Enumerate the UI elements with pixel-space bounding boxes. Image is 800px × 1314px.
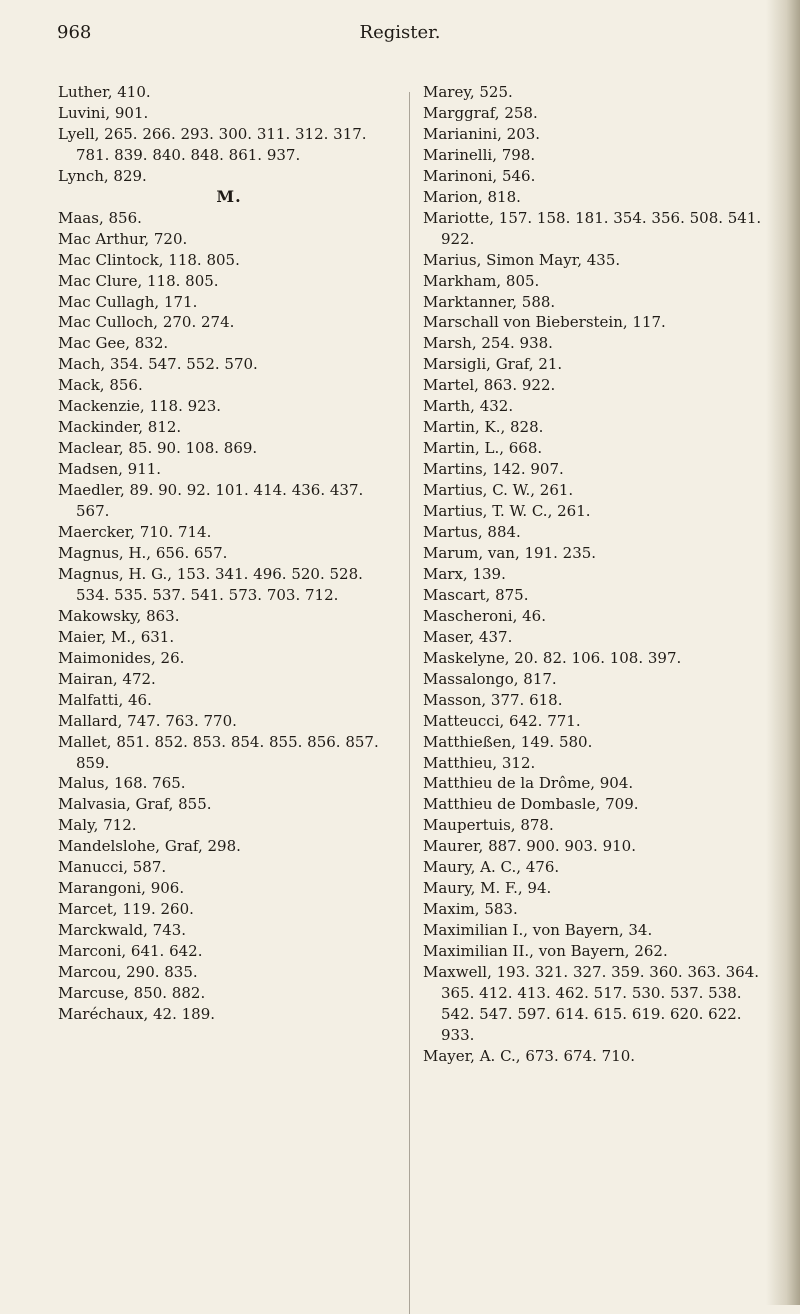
index-entry: Martus, 884. <box>423 523 521 542</box>
index-entry: Marsigli, Graf, 21. <box>423 355 563 374</box>
index-entry: Massalongo, 817. <box>423 669 557 688</box>
index-entry: Malvasia, Graf, 855. <box>58 795 212 814</box>
index-entry: Mandelslohe, Graf, 298. <box>58 837 241 856</box>
index-entry: Maximilian I., von Bayern, 34. <box>423 921 653 940</box>
column-divider <box>409 92 410 1314</box>
index-entry: Malus, 168. 765. <box>58 774 186 793</box>
index-entry: Matthieu de la Drôme, 904. <box>423 774 634 793</box>
index-entry: Mac Arthur, 720. <box>58 229 188 248</box>
index-entry: Mac Cullagh, 171. <box>58 292 198 311</box>
index-entry: Magnus, H., 656. 657. <box>58 543 228 562</box>
index-entry: Luther, 410. <box>58 83 151 101</box>
index-entry: Maupertuis, 878. <box>423 816 554 835</box>
right-column <box>423 82 763 1067</box>
index-entry: Maury, A. C., 476. <box>423 858 560 877</box>
index-entry: Marcet, 119. 260. <box>58 900 194 919</box>
index-entry: Marianini, 203. <box>423 124 541 143</box>
index-entry: Mac Clure, 118. 805. <box>58 271 219 290</box>
index-entry: Maier, M., 631. <box>58 627 175 646</box>
index-entry: Mackinder, 812. <box>58 418 182 437</box>
index-entry: Marum, van, 191. 235. <box>423 543 597 562</box>
index-entry: Martin, K., 828. <box>423 418 544 437</box>
index-entry: Mackenzie, 118. 923. <box>58 397 222 416</box>
index-entry: Matthießen, 149. 580. <box>423 732 593 751</box>
index-entry: Marangoni, 906. <box>58 879 185 898</box>
index-entry: Manucci, 587. <box>58 858 167 877</box>
index-entry: Marx, 139. <box>423 564 506 583</box>
index-entry: Maury, M. F., 94. <box>423 879 552 898</box>
entry-list <box>423 82 763 1067</box>
index-entry: Marcuse, 850. 882. <box>58 983 206 1002</box>
index-entry: Marktanner, 588. <box>423 292 556 311</box>
index-entry: Mascheroni, 46. <box>423 606 546 625</box>
index-entry: Masson, 377. 618. <box>423 690 563 709</box>
index-entry: Mack, 856. <box>58 376 143 395</box>
index-entry: Martin, L., 668. <box>423 439 543 458</box>
index-entry: Mallard, 747. 763. 770. <box>58 711 237 730</box>
page-header <box>0 22 800 52</box>
index-entry: Mairan, 472. <box>58 669 156 688</box>
index-entry: Maréchaux, 42. 189. <box>58 1004 216 1023</box>
index-entry: Luvini, 901. <box>58 103 149 122</box>
index-entry: Lyell, 265. 266. 293. 300. 311. 312. 317. 781. 839. 840. 848. 861. 937. <box>58 124 367 164</box>
index-entry: Mayer, A. C., 673. 674. 710. <box>423 1046 636 1065</box>
index-entry: Martius, C. W., 261. <box>423 481 574 500</box>
index-entry: Markham, 805. <box>423 271 540 290</box>
index-entry: Martins, 142. 907. <box>423 460 564 479</box>
index-entry: Mac Culloch, 270. 274. <box>58 313 235 332</box>
index-entry: Maser, 437. <box>423 627 513 646</box>
index-entry: Maedler, 89. 90. 92. 101. 414. 436. 437. 567. <box>58 481 364 521</box>
entry-list <box>58 82 400 187</box>
index-entry: Mascart, 875. <box>423 585 529 604</box>
index-entry: Marius, Simon Mayr, 435. <box>423 250 621 269</box>
index-entry: Marcou, 290. 835. <box>58 963 198 982</box>
index-entry: Maercker, 710. 714. <box>58 523 212 542</box>
index-entry: Martel, 863. 922. <box>423 376 556 395</box>
index-entry: Mac Gee, 832. <box>58 334 169 353</box>
index-entry: Maskelyne, 20. 82. 106. 108. 397. <box>423 648 682 667</box>
index-entry: Maas, 856. <box>58 208 142 227</box>
index-entry: Marschall von Bieberstein, 117. <box>423 313 666 332</box>
index-entry: Marth, 432. <box>423 397 514 416</box>
index-entry: Marsh, 254. 938. <box>423 334 553 353</box>
index-entry: Makowsky, 863. <box>58 606 180 625</box>
running-title: Register. <box>359 22 441 43</box>
index-entry: Maxwell, 193. 321. 327. 359. 360. 363. 364. 365. 412. 413. 462. 517. 530. 537. 538. 542. 547. 597. 614. 615. 619. 620. 622. 933. <box>423 963 760 1044</box>
index-entry: Madsen, 911. <box>58 460 162 479</box>
index-entry: Maxim, 583. <box>423 900 518 919</box>
index-entry: Marinoni, 546. <box>423 166 536 185</box>
index-entry: Marconi, 641. 642. <box>58 942 203 961</box>
index-entry: Malfatti, 46. <box>58 690 152 709</box>
index-entry: Maimonides, 26. <box>58 648 185 667</box>
entry-list <box>58 208 400 1025</box>
index-entry: Maclear, 85. 90. 108. 869. <box>58 439 258 458</box>
index-entry: Mac Clintock, 118. 805. <box>58 250 240 269</box>
index-entry: Maly, 712. <box>58 816 137 835</box>
index-entry: Marion, 818. <box>423 187 521 206</box>
index-entry: Mach, 354. 547. 552. 570. <box>58 355 258 374</box>
index-entry: Martius, T. W. C., 261. <box>423 502 591 521</box>
index-entry: Lynch, 829. <box>58 166 147 185</box>
left-column <box>58 82 400 1025</box>
index-entry: Matthieu, 312. <box>423 753 536 772</box>
index-entry: Marggraf, 258. <box>423 103 538 122</box>
section-letter: M. <box>216 186 242 206</box>
index-entry: Matthieu de Dombasle, 709. <box>423 795 639 814</box>
page-number: 968 <box>57 22 92 43</box>
index-entry: Mariotte, 157. 158. 181. 354. 356. 508. 541. 922. <box>423 208 762 248</box>
index-entry: Magnus, H. G., 153. 341. 496. 520. 528. 534. 535. 537. 541. 573. 703. 712. <box>58 564 363 604</box>
index-entry: Maurer, 887. 900. 903. 910. <box>423 837 636 856</box>
index-entry: Marey, 525. <box>423 83 513 101</box>
index-entry: Mallet, 851. 852. 853. 854. 855. 856. 857. 859. <box>58 732 379 772</box>
page-edge-shadow <box>766 0 800 1305</box>
index-entry: Matteucci, 642. 771. <box>423 711 581 730</box>
index-entry: Marckwald, 743. <box>58 921 187 940</box>
index-entry: Maximilian II., von Bayern, 262. <box>423 942 668 961</box>
index-entry: Marinelli, 798. <box>423 145 536 164</box>
